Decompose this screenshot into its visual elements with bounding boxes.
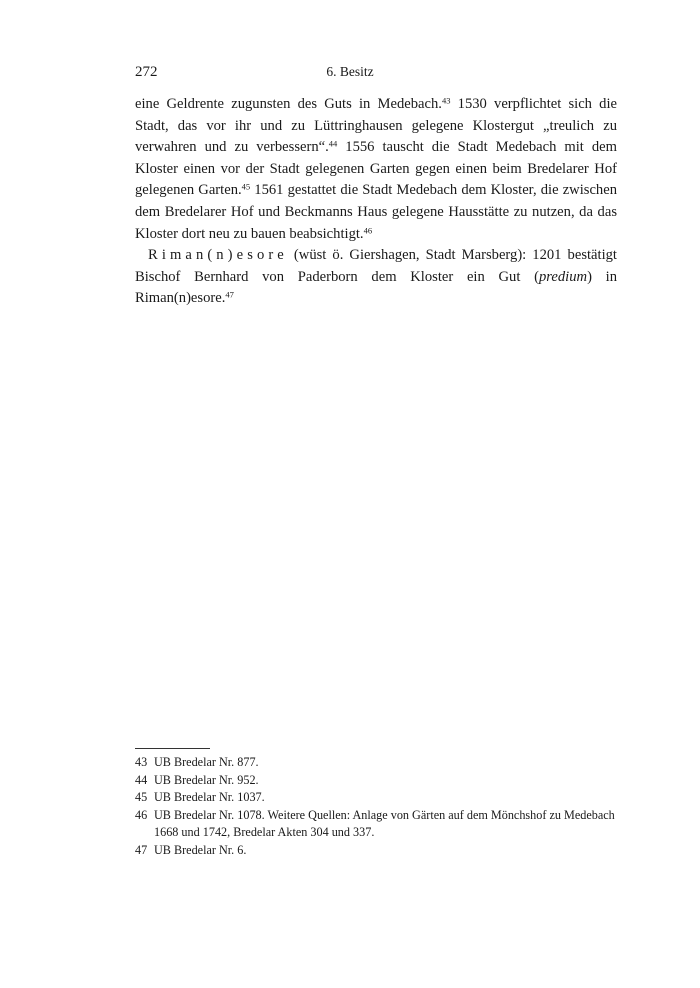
footnote xyxy=(135,807,617,842)
footnote-text: UB Bredelar Nr. 1037. xyxy=(154,790,265,804)
text-segment: ) in Riman(n)esore. xyxy=(135,268,617,307)
footnote-text: UB Bredelar Nr. 952. xyxy=(154,772,259,787)
footnote-number: 45 xyxy=(135,790,148,804)
text-segment: 1556 tauscht die Stadt Medebach mit dem Kloster einen vor der Stadt gelegenen Garten gegen einen beim Bredelarer Hof gelegenen Garten. xyxy=(135,139,617,199)
footnote-number: 47 xyxy=(135,842,148,857)
footnote xyxy=(135,772,617,790)
footnote-text: UB Bredelar Nr. 1078. Weitere Quellen: Anlage von Gärten auf dem Mönchshof zu Medebach 1668 und 1742, Bredelar Akten 304 und 337. xyxy=(154,807,615,839)
footnote xyxy=(135,789,617,807)
footnotes xyxy=(135,754,617,859)
footnote-ref-44: 44 xyxy=(328,138,338,149)
text-segment: eine Geldrente zugunsten des Guts in Medebach. xyxy=(135,96,442,112)
running-title: 6. Besitz xyxy=(326,64,374,79)
footnote-number: 43 xyxy=(135,755,148,769)
paragraph-medebach xyxy=(135,94,617,245)
footnote-separator xyxy=(135,748,210,749)
footnote xyxy=(135,754,617,772)
place-name-spaced: Riman(n)esore xyxy=(148,247,288,264)
italic-term: predium xyxy=(538,268,588,285)
footnote-text: UB Bredelar Nr. 6. xyxy=(154,842,247,857)
text-segment: (wüst ö. Giershagen, Stadt Marsberg): 1201 bestätigt Bischof Bernhard von Paderborn dem Kloster ein Gut ( xyxy=(135,247,617,285)
body-text xyxy=(135,94,617,310)
footnote-ref-46: 46 xyxy=(363,224,373,235)
footnote-number: 44 xyxy=(135,772,148,787)
footnote-ref-43: 43 xyxy=(441,95,451,106)
footnote xyxy=(135,842,617,860)
text-segment: 1530 verpflichtet sich die Stadt, das vor ihr und zu Lüttringhausen gelegene Klostergut „treulich zu verwahren und zu verbessern“. xyxy=(135,96,617,156)
paragraph-rimannesore xyxy=(135,245,617,310)
footnote-number: 46 xyxy=(135,807,148,822)
text-segment: 1561 gestattet die Stadt Medebach dem Kloster, die zwischen dem Bredelarer Hof und Beckmanns Haus gelegene Hausstätte zu nutzen, da das Kloster dort neu zu bauen beabsichtigt. xyxy=(135,182,617,242)
footnote-ref-45: 45 xyxy=(241,181,251,192)
footnote-ref-47: 47 xyxy=(225,289,234,300)
footnote-text: UB Bredelar Nr. 877. xyxy=(154,755,259,769)
page-number: 272 xyxy=(135,64,158,80)
